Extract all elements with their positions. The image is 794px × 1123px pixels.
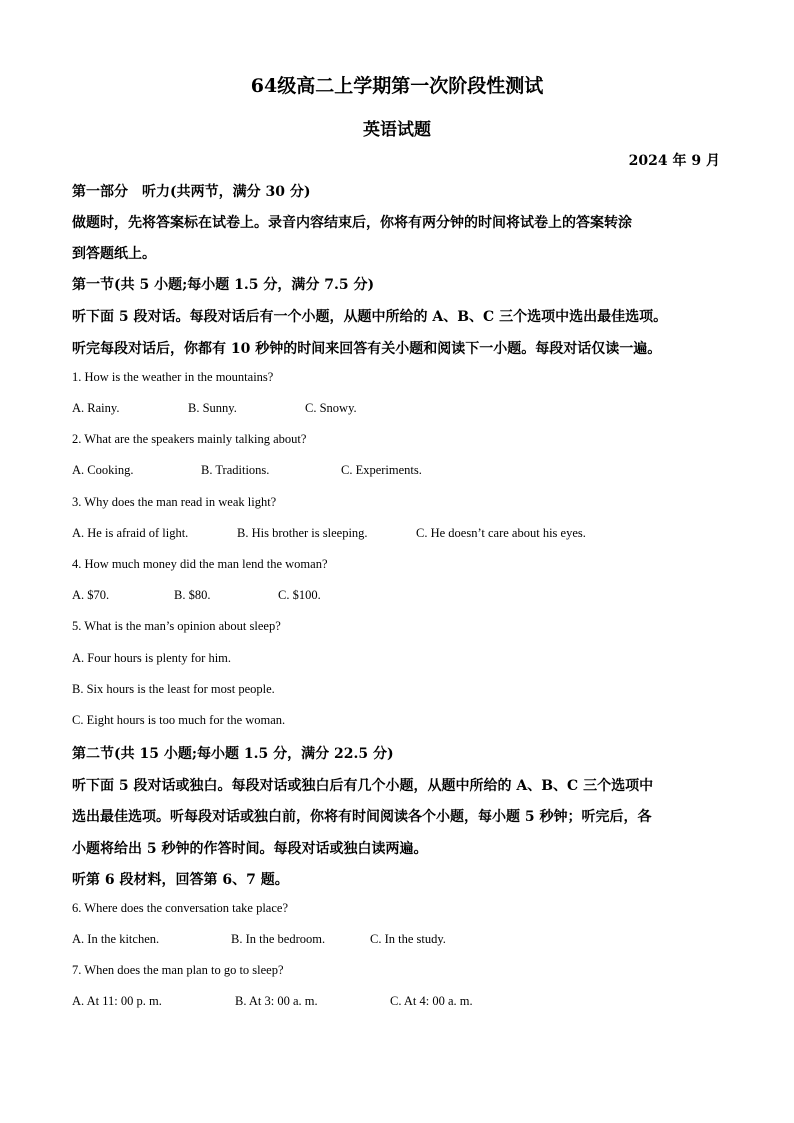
question-7-option-a: A. At 11: 00 p. m. bbox=[72, 994, 162, 1008]
question-4-option-b: B. $80. bbox=[174, 588, 211, 602]
question-3-option-c: C. He doesn’t care about his eyes. bbox=[416, 526, 586, 540]
question-7-option-b: B. At 3: 00 a. m. bbox=[235, 994, 318, 1008]
question-5-option-b: B. Six hours is the least for most people. bbox=[72, 682, 275, 696]
question-2-option-a: A. Cooking. bbox=[72, 463, 134, 477]
question-6-option-a: A. In the kitchen. bbox=[72, 932, 160, 946]
question-2-option-c: C. Experiments. bbox=[341, 463, 422, 477]
question-2-stem: 2. What are the speakers mainly talking about? bbox=[72, 432, 307, 446]
question-5-option-c: C. Eight hours is too much for the woman. bbox=[72, 713, 286, 727]
question-1-option-c: C. Snowy. bbox=[305, 401, 357, 415]
section1-heading: 第一节(共 5 小题;每小题 1.5 分，满分 7.5 分) bbox=[72, 277, 375, 293]
section2-instr-line3: 小题将给出 5 秒钟的作答时间。每段对话或独白读两遍。 bbox=[72, 841, 428, 857]
section2-instr-line2: 选出最佳选项。听每段对话或独白前，你将有时间阅读各个小题，每小题 5 秒钟；听完后，各 bbox=[72, 809, 652, 825]
part1-intro-line2: 到答题纸上。 bbox=[72, 246, 156, 262]
part1-intro-line1: 做题时，先将答案标在试卷上。录音内容结束后，你将有两分钟的时间将试卷上的答案转涂 bbox=[72, 215, 632, 231]
question-2-option-b: B. Traditions. bbox=[201, 463, 270, 477]
page-subtitle: 英语试题 bbox=[363, 120, 431, 140]
question-5-stem: 5. What is the man’s opinion about sleep? bbox=[72, 619, 281, 633]
material-6-heading: 听第 6 段材料，回答第 6、7 题。 bbox=[72, 872, 289, 888]
question-7-option-c: C. At 4: 00 a. m. bbox=[390, 994, 473, 1008]
question-3-stem: 3. Why does the man read in weak light? bbox=[72, 495, 277, 509]
question-6-option-c: C. In the study. bbox=[370, 932, 446, 946]
section1-instr-line2: 听完每段对话后，你都有 10 秒钟的时间来回答有关小题和阅读下一小题。每段对话仅读一遍。 bbox=[72, 341, 662, 357]
question-1-stem: 1. How is the weather in the mountains? bbox=[72, 370, 274, 384]
question-4-option-a: A. $70. bbox=[72, 588, 110, 602]
section1-instr-line1: 听下面 5 段对话。每段对话后有一个小题，从题中所给的 A、B、C 三个选项中选出最佳选项。 bbox=[72, 309, 668, 325]
question-5-option-a: A. Four hours is plenty for him. bbox=[72, 651, 232, 665]
question-3-option-a: A. He is afraid of light. bbox=[72, 526, 189, 540]
question-1-option-a: A. Rainy. bbox=[72, 401, 120, 415]
question-1-option-b: B. Sunny. bbox=[188, 401, 237, 415]
section2-heading: 第二节(共 15 小题;每小题 1.5 分，满分 22.5 分) bbox=[72, 746, 394, 762]
question-3-option-b: B. His brother is sleeping. bbox=[237, 526, 368, 540]
question-6-stem: 6. Where does the conversation take place? bbox=[72, 901, 288, 915]
question-4-option-c: C. $100. bbox=[278, 588, 321, 602]
section2-instr-line1: 听下面 5 段对话或独白。每段对话或独白后有几个小题，从题中所给的 A、B、C 三个选项中 bbox=[72, 778, 654, 794]
question-4-stem: 4. How much money did the man lend the woman? bbox=[72, 557, 328, 571]
part1-heading: 第一部分 听力(共两节，满分 30 分) bbox=[72, 184, 311, 200]
question-6-option-b: B. In the bedroom. bbox=[231, 932, 326, 946]
exam-date: 2024 年 9 月 bbox=[628, 153, 720, 169]
page-title: 64级高二上学期第一次阶段性测试 bbox=[250, 75, 544, 97]
question-7-stem: 7. When does the man plan to go to sleep? bbox=[72, 963, 284, 977]
